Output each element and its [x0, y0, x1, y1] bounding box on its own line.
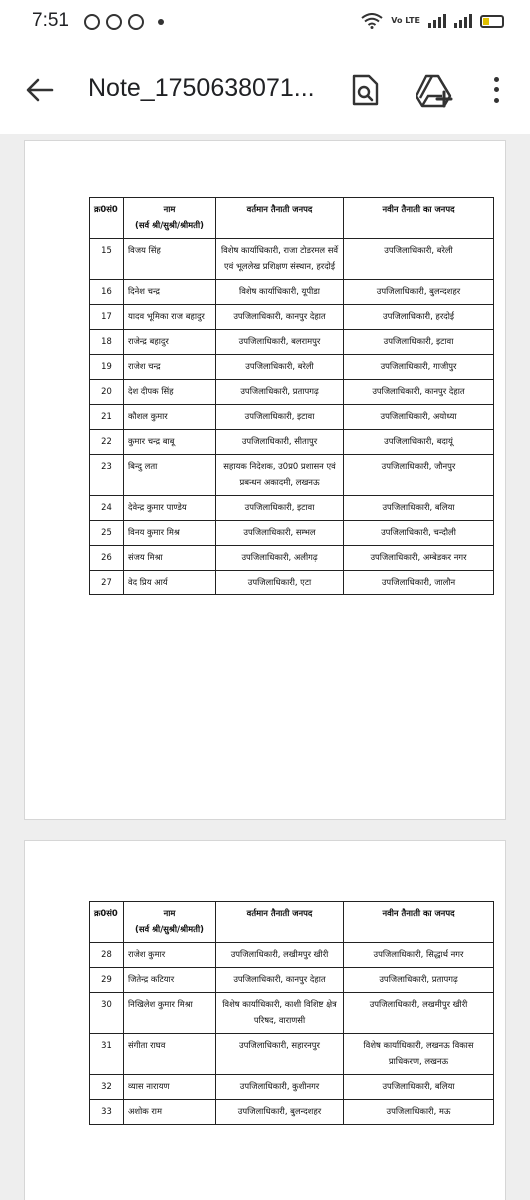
row-name: राजेन्द्र बहादुर: [124, 329, 216, 354]
row-name: राजेश चन्द्र: [124, 354, 216, 379]
row-name: कुमार चन्द्र बाबू: [124, 429, 216, 454]
row-current-posting: विशेष कार्याधिकारी, यूपीडा: [216, 279, 344, 304]
document-page-1: [24, 140, 506, 820]
whatsapp-icon: [84, 14, 100, 30]
row-name: वेद प्रिय आर्य: [124, 570, 216, 595]
table-row: [90, 429, 494, 454]
row-serial: 28: [90, 942, 124, 967]
back-arrow-icon[interactable]: [24, 74, 56, 106]
row-current-posting: उपजिलाधिकारी, कानपुर देहात: [216, 967, 344, 992]
table-row: [90, 354, 494, 379]
header-name: [124, 198, 216, 239]
table-row: [90, 1074, 494, 1099]
row-name: दिनेश चन्द्र: [124, 279, 216, 304]
table-row: [90, 495, 494, 520]
row-serial: 18: [90, 329, 124, 354]
row-name: राजेश कुमार: [124, 942, 216, 967]
row-serial: 31: [90, 1033, 124, 1074]
document-title: Note_1750638071...: [88, 74, 315, 102]
row-new-posting: उपजिलाधिकारी, चन्दौली: [344, 520, 494, 545]
header-serial-no: क्र0सं0: [90, 198, 124, 239]
row-current-posting: उपजिलाधिकारी, इटावा: [216, 404, 344, 429]
row-current-posting: उपजिलाधिकारी, अलीगढ़: [216, 545, 344, 570]
row-current-posting: उपजिलाधिकारी, लखीमपुर खीरी: [216, 942, 344, 967]
row-new-posting: उपजिलाधिकारी, बरेली: [344, 238, 494, 279]
row-new-posting: उपजिलाधिकारी, जौनपुर: [344, 454, 494, 495]
table-row: [90, 520, 494, 545]
row-new-posting: उपजिलाधिकारी, बलिया: [344, 1074, 494, 1099]
row-new-posting: उपजिलाधिकारी, प्रतापगढ़: [344, 967, 494, 992]
battery-icon: [480, 15, 504, 28]
row-current-posting: उपजिलाधिकारी, बलरामपुर: [216, 329, 344, 354]
table-row: [90, 942, 494, 967]
header-new-posting: नवीन तैनाती का जनपद: [344, 198, 494, 239]
header-current-posting: वर्तमान तैनाती जनपद: [216, 902, 344, 943]
row-new-posting: उपजिलाधिकारी, बलिया: [344, 495, 494, 520]
more-options-icon[interactable]: [486, 74, 506, 106]
status-time: 7:51: [32, 10, 69, 31]
table-row: [90, 379, 494, 404]
row-serial: 30: [90, 992, 124, 1033]
row-new-posting: उपजिलाधिकारी, बदायूं: [344, 429, 494, 454]
row-serial: 17: [90, 304, 124, 329]
row-serial: 16: [90, 279, 124, 304]
row-name: संगीता राघव: [124, 1033, 216, 1074]
app-bar: [0, 46, 530, 134]
row-current-posting: उपजिलाधिकारी, सहारनपुर: [216, 1033, 344, 1074]
row-serial: 26: [90, 545, 124, 570]
more-notifications-dot-icon: [158, 19, 164, 25]
row-new-posting: उपजिलाधिकारी, हरदोई: [344, 304, 494, 329]
system-icons: [361, 13, 504, 29]
wifi-icon: [361, 13, 383, 29]
row-name: विजय सिंह: [124, 238, 216, 279]
table-row: [90, 238, 494, 279]
header-name-label: नाम: [163, 908, 176, 918]
row-current-posting: उपजिलाधिकारी, बुलन्दशहर: [216, 1099, 344, 1124]
table-row: [90, 992, 494, 1033]
row-new-posting: उपजिलाधिकारी, बुलन्दशहर: [344, 279, 494, 304]
row-serial: 27: [90, 570, 124, 595]
row-name: कौशल कुमार: [124, 404, 216, 429]
row-current-posting: विशेष कार्याधिकारी, काशी विशिष्ट क्षेत्र परिषद, वाराणसी: [216, 992, 344, 1033]
row-name: अशोक राम: [124, 1099, 216, 1124]
row-name: निखिलेश कुमार मिश्रा: [124, 992, 216, 1033]
row-name: बिन्दु लता: [124, 454, 216, 495]
row-serial: 20: [90, 379, 124, 404]
row-name: यादव भूमिका राज बहादुर: [124, 304, 216, 329]
table-row: [90, 279, 494, 304]
row-current-posting: उपजिलाधिकारी, बरेली: [216, 354, 344, 379]
row-new-posting: उपजिलाधिकारी, इटावा: [344, 329, 494, 354]
row-serial: 24: [90, 495, 124, 520]
row-new-posting: उपजिलाधिकारी, अयोध्या: [344, 404, 494, 429]
row-serial: 21: [90, 404, 124, 429]
row-current-posting: उपजिलाधिकारी, कुशीनगर: [216, 1074, 344, 1099]
row-new-posting: उपजिलाधिकारी, गाजीपुर: [344, 354, 494, 379]
row-new-posting: विशेष कार्याधिकारी, लखनऊ विकास प्राधिकरण, लखनऊ: [344, 1033, 494, 1074]
whatsapp-business-icon: [106, 14, 122, 30]
row-serial: 23: [90, 454, 124, 495]
row-current-posting: उपजिलाधिकारी, प्रतापगढ़: [216, 379, 344, 404]
header-name-subtitle: (सर्व श्री/सुश्री/श्रीमती): [135, 219, 204, 230]
row-serial: 32: [90, 1074, 124, 1099]
row-name: देवेन्द्र कुमार पाण्डेय: [124, 495, 216, 520]
row-new-posting: उपजिलाधिकारी, अम्बेडकर नगर: [344, 545, 494, 570]
table-header-row: [90, 902, 494, 943]
row-serial: 33: [90, 1099, 124, 1124]
header-name-subtitle: (सर्व श्री/सुश्री/श्रीमती): [135, 923, 204, 934]
row-current-posting: उपजिलाधिकारी, सम्भल: [216, 520, 344, 545]
row-name: विनय कुमार मिश्र: [124, 520, 216, 545]
row-serial: 19: [90, 354, 124, 379]
table-row: [90, 304, 494, 329]
row-name: देश दीपक सिंह: [124, 379, 216, 404]
volte-label: Vo LTE: [391, 16, 420, 25]
signal-2-icon: [454, 14, 472, 28]
header-current-posting: वर्तमान तैनाती जनपद: [216, 198, 344, 239]
header-name-label: नाम: [163, 204, 176, 214]
header-new-posting: नवीन तैनाती का जनपद: [344, 902, 494, 943]
status-bar: [0, 0, 530, 46]
table-row: [90, 967, 494, 992]
table-row: [90, 1033, 494, 1074]
table-row: [90, 1099, 494, 1124]
table-row: [90, 404, 494, 429]
row-new-posting: उपजिलाधिकारी, लखमीपुर खीरी: [344, 992, 494, 1033]
row-current-posting: उपजिलाधिकारी, एटा: [216, 570, 344, 595]
row-current-posting: विशेष कार्याधिकारी, राजा टोडरमल सर्वे एवं भूललेख प्रशिक्षण संस्थान, हरदोई: [216, 238, 344, 279]
table-row: [90, 329, 494, 354]
row-serial: 22: [90, 429, 124, 454]
table-row: [90, 570, 494, 595]
row-new-posting: उपजिलाधिकारी, मऊ: [344, 1099, 494, 1124]
row-serial: 15: [90, 238, 124, 279]
document-page-2: [24, 840, 506, 1200]
row-name: जितेन्द्र कटियार: [124, 967, 216, 992]
row-current-posting: उपजिलाधिकारी, कानपुर देहात: [216, 304, 344, 329]
table-row: [90, 454, 494, 495]
row-current-posting: सहायक निदेशक, उ0प्र0 प्रशासन एवं प्रबन्धन अकादमी, लखनऊ: [216, 454, 344, 495]
row-new-posting: उपजिलाधिकारी, सिद्धार्थ नगर: [344, 942, 494, 967]
row-name: संजय मिश्रा: [124, 545, 216, 570]
row-new-posting: उपजिलाधिकारी, जालौन: [344, 570, 494, 595]
row-new-posting: उपजिलाधिकारी, कानपुर देहात: [344, 379, 494, 404]
signal-icon: [428, 14, 446, 28]
transfer-table-2: [89, 901, 494, 1125]
row-current-posting: उपजिलाधिकारी, इटावा: [216, 495, 344, 520]
transfer-table-1: [89, 197, 494, 595]
lens-search-icon[interactable]: [350, 74, 380, 106]
header-serial-no: क्र0सं0: [90, 902, 124, 943]
notification-icons: [84, 14, 164, 30]
messenger-icon: [128, 14, 144, 30]
table-row: [90, 545, 494, 570]
table-header-row: [90, 198, 494, 239]
row-name: व्यास नारायण: [124, 1074, 216, 1099]
row-current-posting: उपजिलाधिकारी, सीतापुर: [216, 429, 344, 454]
add-to-drive-icon[interactable]: [416, 72, 454, 108]
row-serial: 25: [90, 520, 124, 545]
row-serial: 29: [90, 967, 124, 992]
header-name: [124, 902, 216, 943]
